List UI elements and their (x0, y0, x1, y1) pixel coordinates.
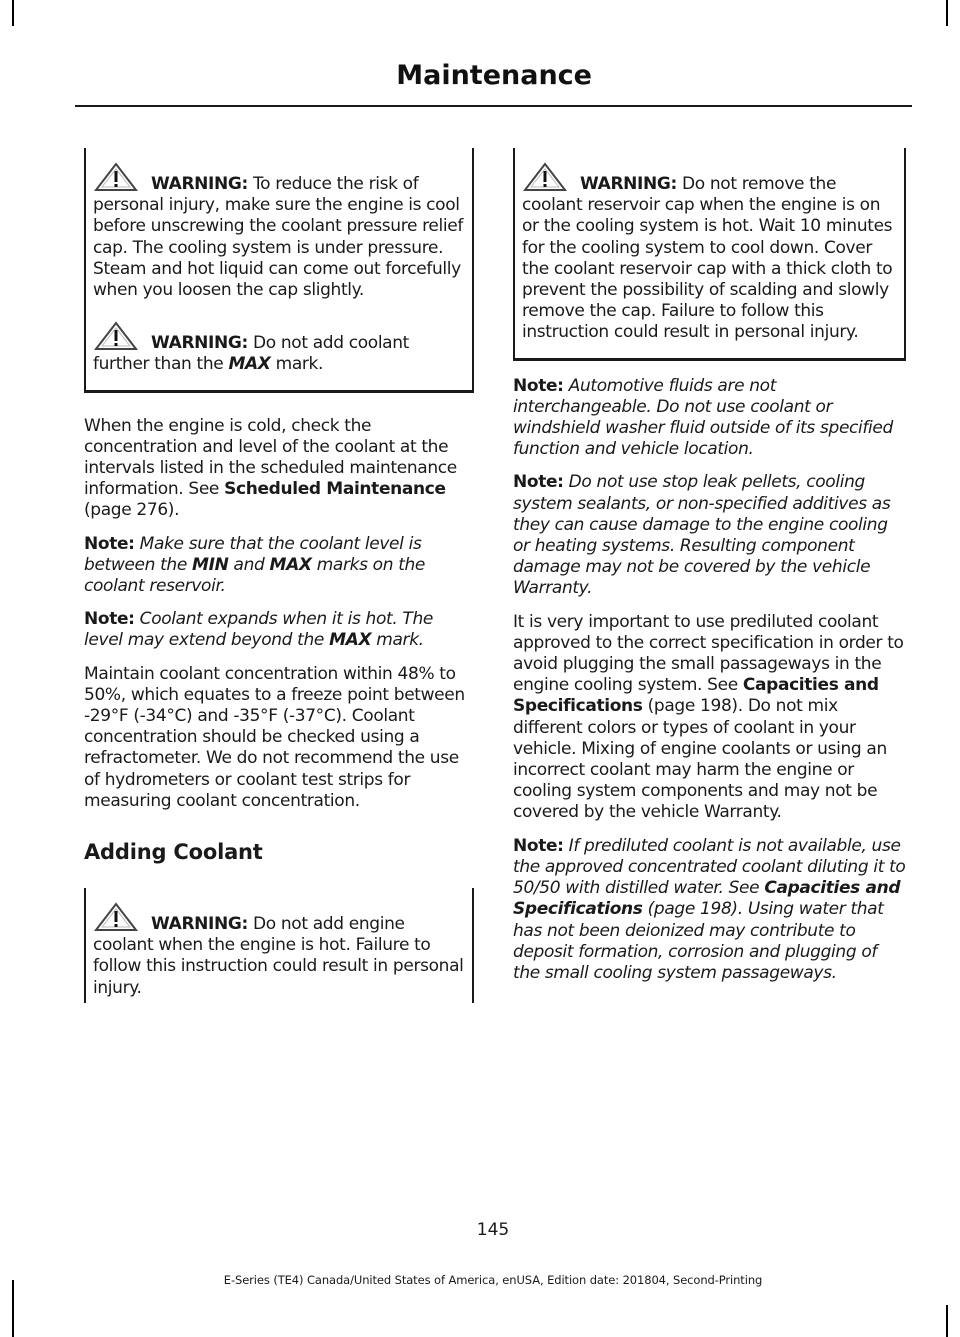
crop-mark (12, 1280, 14, 1337)
note-paragraph (513, 376, 906, 461)
warning-engine-hot (93, 902, 466, 999)
note-text: Coolant expands when it is hot. The level may extend beyond the (84, 609, 433, 651)
min-mark-term: MIN (192, 554, 229, 575)
warning-text: Do not add engine coolant when the engine is hot. Failure to follow this instruction could result in personal injury. (93, 914, 464, 998)
warning-triangle-icon (94, 902, 146, 932)
note-paragraph (84, 534, 474, 598)
note-paragraph (84, 609, 474, 651)
warning-coolant-cap (93, 162, 466, 301)
body-text: (page 198). Do not mix different colors or types of coolant in your vehicle. Mixing of engine coolants or using an incorrect coolant may harm the engine or cooling system components and may not be covered by the vehicle Warranty. (513, 696, 887, 823)
section-heading: Adding Coolant (84, 840, 263, 865)
warning-triangle-icon (523, 162, 575, 192)
crop-mark (12, 0, 14, 26)
warning-label: WARNING: (151, 333, 248, 354)
note-paragraph (513, 836, 906, 984)
note-label: Note: (513, 835, 564, 856)
note-text: Make sure that the coolant level is between the (84, 533, 422, 575)
warning-box (84, 888, 474, 1003)
max-mark-term: MAX (228, 354, 271, 375)
capacities-specifications-link[interactable]: Capacities and Specifications (513, 675, 879, 717)
body-paragraph (513, 612, 906, 824)
warning-text: To reduce the risk of personal injury, make sure the engine is cool before unscrewing the coolant pressure relief cap. The cooling system is under pressure. Steam and hot liquid can come out forcefully when you loosen the cap slightly. (93, 174, 464, 301)
crop-mark (946, 1305, 948, 1337)
left-column (84, 148, 474, 1003)
warning-reservoir-cap (522, 162, 898, 344)
body-paragraph (84, 416, 474, 522)
max-mark-term: MAX (269, 554, 312, 575)
note-label: Note: (513, 375, 564, 396)
note-text: (page 198). Using water that has not been deionized may contribute to deposit formation, corrosion and plugging of the small cooling system passageways. (513, 899, 884, 983)
note-text: If prediluted coolant is not available, use the approved concentrated coolant diluting it to 50/50 with distilled water. See (513, 835, 906, 899)
note-label: Note: (513, 472, 564, 493)
warning-text: Do not remove the coolant reservoir cap when the engine is on or the cooling system is hot. Wait 10 minutes for the cooling system to cool down. Cover the coolant reservoir cap with a thick cloth to prevent the possibility of scalding and slowly remove the cap. Failure to follow this instruction could result in personal injury. (522, 174, 893, 343)
note-text: and (228, 554, 270, 575)
warning-box (513, 148, 906, 361)
warning-text: Do not add coolant further than the (93, 333, 409, 375)
page-title: Maintenance (396, 60, 592, 91)
note-label: Note: (84, 609, 135, 630)
note-label: Note: (84, 533, 135, 554)
note-text: Automotive fluids are not interchangeable. Do not use coolant or windshield washer fluid outside of its specified function and vehicle location. (513, 375, 893, 460)
warning-max-mark (93, 321, 466, 375)
scheduled-maintenance-link[interactable]: Scheduled Maintenance (224, 479, 446, 500)
warning-box (84, 148, 474, 393)
warning-label: WARNING: (580, 174, 677, 194)
warning-text: mark. (270, 354, 324, 375)
crop-mark (946, 0, 948, 26)
warning-triangle-icon (94, 321, 146, 351)
warning-triangle-icon (94, 162, 146, 192)
footer-edition-info: E-Series (TE4) Canada/United States of America, enUSA, Edition date: 201804, Second-Printing (223, 1273, 763, 1287)
note-paragraph (513, 472, 906, 599)
body-text: It is very important to use prediluted coolant approved to the correct specification in order to avoid plugging the small passageways in the engine cooling system. See (513, 611, 904, 696)
body-paragraph: Maintain coolant concentration within 48% to 50%, which equates to a freeze point between -29°F (-34°C) and -35°F (-37°C). Coolant concentration should be checked using a refractometer. We do not recommend the use of hydrometers or coolant test strips for measuring coolant concentration. (84, 663, 465, 811)
right-column (513, 148, 906, 984)
max-mark-term: MAX (329, 630, 372, 651)
page-number: 145 (476, 1220, 510, 1240)
note-text: mark. (371, 630, 424, 651)
capacities-specifications-link[interactable]: Capacities and Specifications (513, 878, 901, 920)
note-text: Do not use stop leak pellets, cooling system sealants, or non-specified additives as they can cause damage to the engine cooling or heating systems. Resulting component damage may not be covered by the vehicle Warranty. (513, 472, 891, 599)
note-text: marks on the coolant reservoir. (84, 554, 426, 597)
body-text: When the engine is cold, check the concentration and level of the coolant at the intervals listed in the scheduled maintenance information. See (84, 415, 457, 500)
header-divider (75, 105, 912, 107)
warning-label: WARNING: (151, 174, 248, 194)
warning-label: WARNING: (151, 914, 248, 935)
page-reference: (page 276). (84, 500, 180, 521)
